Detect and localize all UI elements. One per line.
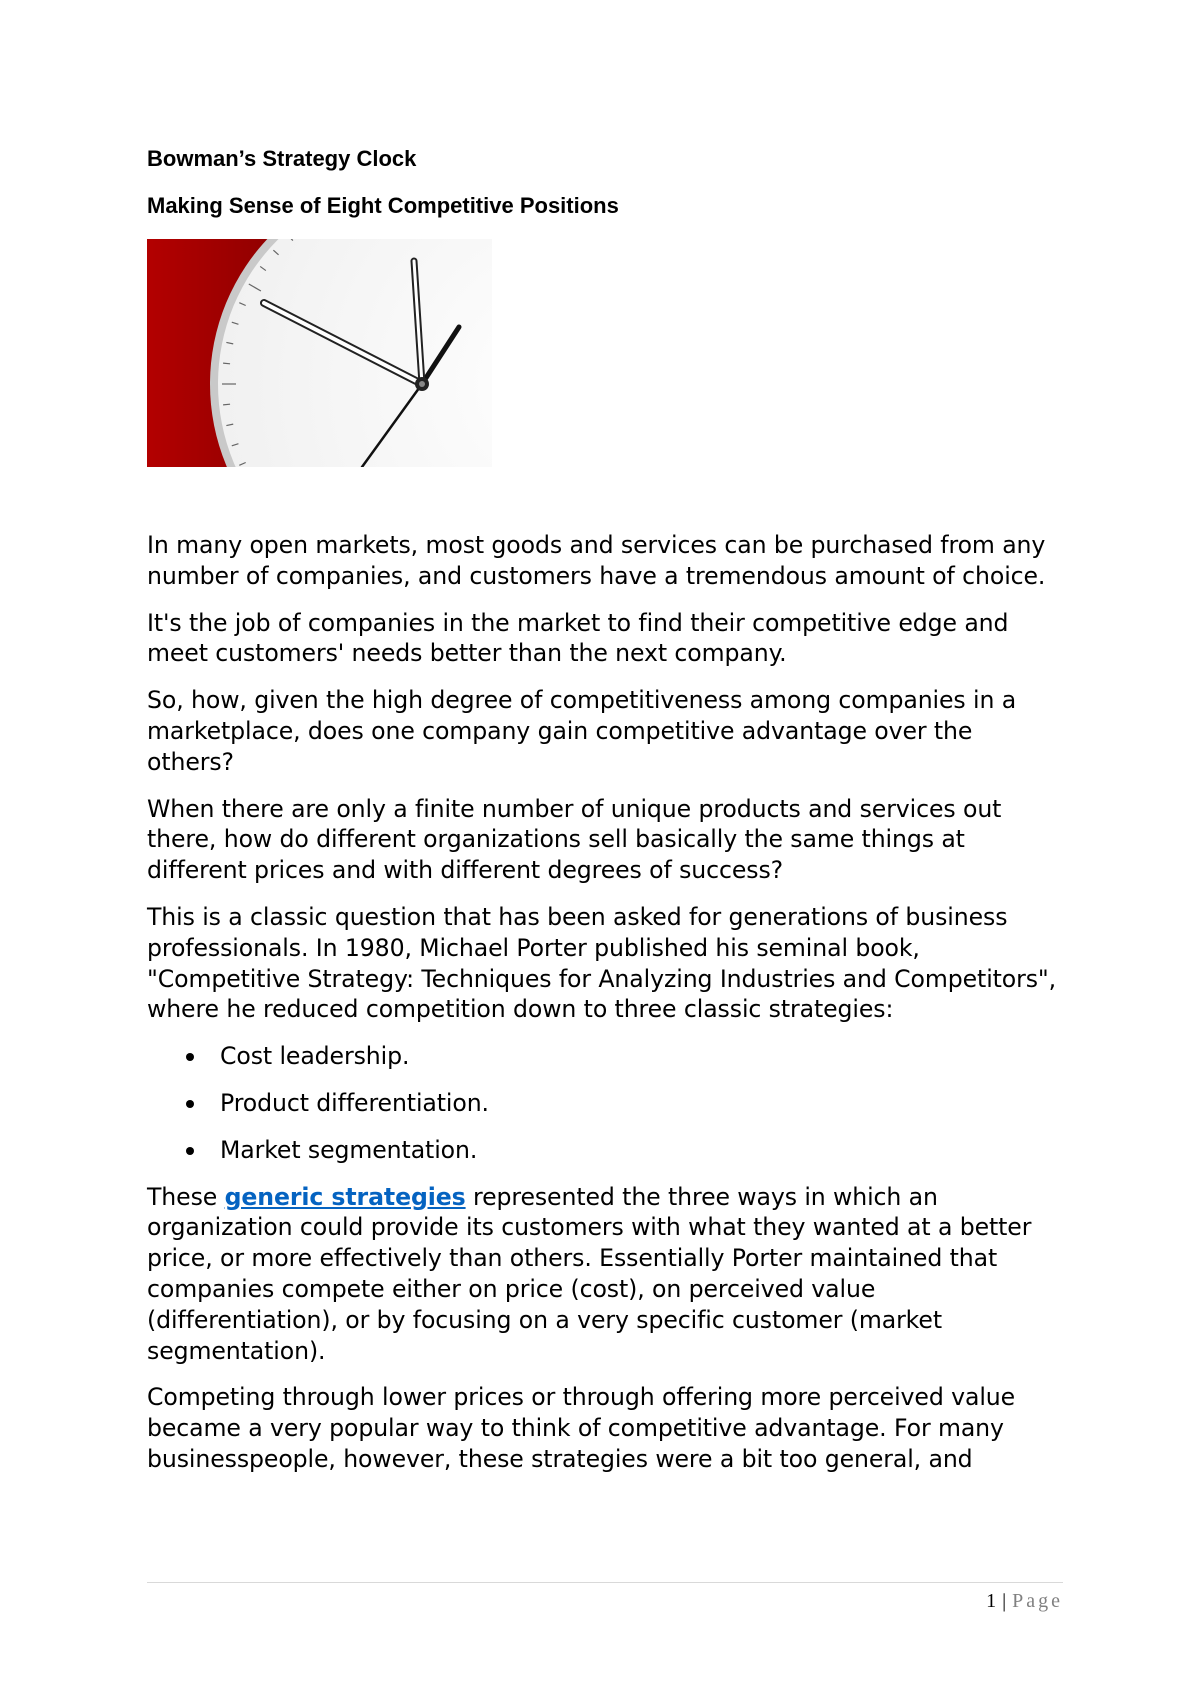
clock-face-image <box>147 239 492 467</box>
document-subtitle: Making Sense of Eight Competitive Positions <box>147 193 619 218</box>
clock-tick <box>223 363 230 364</box>
footer-divider <box>147 1582 1063 1583</box>
list-item: Cost leadership. <box>147 1041 1057 1072</box>
paragraph: It's the job of companies in the market to find their competitive edge and meet customers' needs better than the next company. <box>147 608 1009 668</box>
document-title: Bowman’s Strategy Clock <box>147 146 417 171</box>
paragraph: In many open markets, most goods and services can be purchased from any number of companies, and customers have a tremendous amount of choice. <box>147 531 1046 590</box>
footer-separator: | <box>1002 1590 1007 1612</box>
paragraph: So, how, given the high degree of competitiveness among companies in a marketplace, does one company gain competitive advantage over the others? <box>147 686 1017 776</box>
page-label: Page <box>1012 1590 1063 1612</box>
paragraph: Competing through lower prices or through offering more perceived value became a very popular way to think of competitive advantage. For many businesspeople, however, these strategies were a bit too general, and <box>147 1383 1016 1473</box>
paragraph-text: These <box>147 1182 225 1211</box>
page-number: 1 <box>986 1590 997 1612</box>
document-body <box>147 530 1057 1491</box>
paragraph-text: represented the three ways in which an organization could provide its customers with what they wanted at a better price, or more effectively than others. Essentially Porter maintained that companies compete either on price (cost), on perceived value (differentiation), or by focusing on a very specific customer (market segmentation). <box>147 1182 1032 1365</box>
paragraph: When there are only a finite number of unique products and services out there, how do different organizations sell basically the same things at different prices and with different degrees of success? <box>147 794 1002 885</box>
clock-tick <box>223 404 230 405</box>
generic-strategies-link[interactable]: generic strategies <box>224 1182 466 1211</box>
paragraph <box>147 1182 1057 1367</box>
list-item: Product differentiation. <box>147 1088 1057 1119</box>
page-footer <box>986 1590 1063 1613</box>
list-item: Market segmentation. <box>147 1135 1057 1166</box>
paragraph: This is a classic question that has been asked for generations of business professionals. In 1980, Michael Porter published his seminal book, "Competitive Strategy: Techniques for Analyzing Industries and Competitors", where he reduced competition down to three classic strategies: <box>147 902 1057 1024</box>
strategy-list <box>147 1041 1057 1165</box>
